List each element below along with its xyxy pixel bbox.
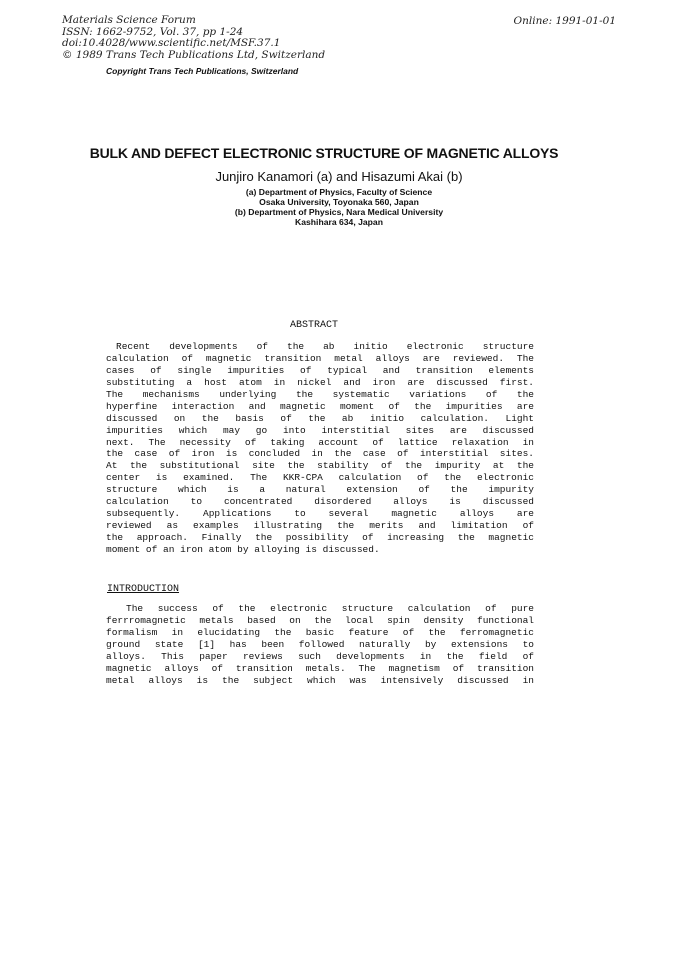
affiliation-line: Osaka University, Toyonaka 560, Japan <box>259 197 419 207</box>
affiliation-line: (a) Department of Physics, Faculty of Science <box>245 187 433 197</box>
intro-line: ferrromagnetic metals based on the local spin density functional <box>106 614 534 626</box>
publisher-line: © 1989 Trans Tech Publications Ltd, Switzerland <box>62 48 326 61</box>
issn-line: ISSN: 1662-9752, Vol. 37, pp 1-24 <box>62 25 244 38</box>
abstract-line: discussed on the basis of the ab initio calculation. Light <box>106 412 534 424</box>
abstract-heading: ABSTRACT <box>289 320 338 331</box>
intro-line: alloys. This paper reviews such developments in the field of <box>106 650 534 662</box>
authors: Junjiro Kanamori (a) and Hisazumi Akai (b) <box>215 169 463 184</box>
affiliation-line: (b) Department of Physics, Nara Medical University <box>234 207 444 217</box>
abstract-line: impurities which may go into interstitial sites are discussed <box>106 424 534 436</box>
abstract-line: hyperfine interaction and magnetic moment of the impurities are <box>106 400 534 412</box>
abstract-line: The mechanisms underlying the systematic variations of the <box>106 388 534 400</box>
abstract-line: substituting a host atom in nickel and iron are discussed first. <box>106 376 534 388</box>
abstract-line: moment of an iron atom by alloying is discussed. <box>106 543 380 555</box>
abstract-line: the approach. Finally the possibility of increasing the magnetic <box>106 532 534 543</box>
journal-name: Materials Science Forum <box>62 14 196 26</box>
introduction-heading: INTRODUCTION <box>107 584 180 595</box>
abstract-line: next. The necessity of taking account of lattice relaxation in <box>106 436 534 448</box>
intro-line: formalism in elucidating the basic feature of the ferromagnetic <box>106 626 534 638</box>
introduction-body <box>106 603 534 687</box>
intro-line: metal alloys is the subject which was intensively discussed in <box>106 674 534 686</box>
abstract-line: cases of single impurities of typical and transition elements <box>106 364 534 376</box>
abstract-line: structure which is a natural extension of the impurity <box>106 484 534 496</box>
abstract-line: center is examined. The KKR-CPA calculation of the electronic <box>106 472 534 484</box>
online-date: Online: 1991-01-01 <box>513 15 616 27</box>
intro-line: The success of the electronic structure calculation of pure <box>126 603 534 614</box>
abstract-line: the case of iron is concluded in the case of interstitial sites. <box>106 448 534 460</box>
intro-line: magnetic alloys of transition metals. The magnetism of transition <box>106 662 534 674</box>
abstract-line: calculation of magnetic transition metal alloys are reviewed. The <box>106 352 534 364</box>
abstract-line: At the substitutional site the stability of the impurity at the <box>106 460 534 472</box>
affiliation-line: Kashihara 634, Japan <box>295 217 383 227</box>
copyright-notice: Copyright Trans Tech Publications, Switzerland <box>106 66 299 76</box>
doi-line: doi:10.4028/www.scientific.net/MSF.37.1 <box>62 37 281 49</box>
journal-metadata <box>62 15 325 61</box>
intro-line: ground state [1] has been followed naturally by extensions to <box>106 638 534 650</box>
abstract-line: subsequently. Applications to several magnetic alloys are <box>106 508 534 520</box>
abstract-line: calculation to concentrated disordered alloys is discussed <box>106 496 534 508</box>
abstract-body <box>106 341 534 556</box>
abstract-line: Recent developments of the ab initio electronic structure <box>116 341 534 352</box>
abstract-line: reviewed as examples illustrating the merits and limitation of <box>106 520 534 532</box>
paper-title: BULK AND DEFECT ELECTRONIC STRUCTURE OF MAGNETIC ALLOYS <box>89 145 559 161</box>
